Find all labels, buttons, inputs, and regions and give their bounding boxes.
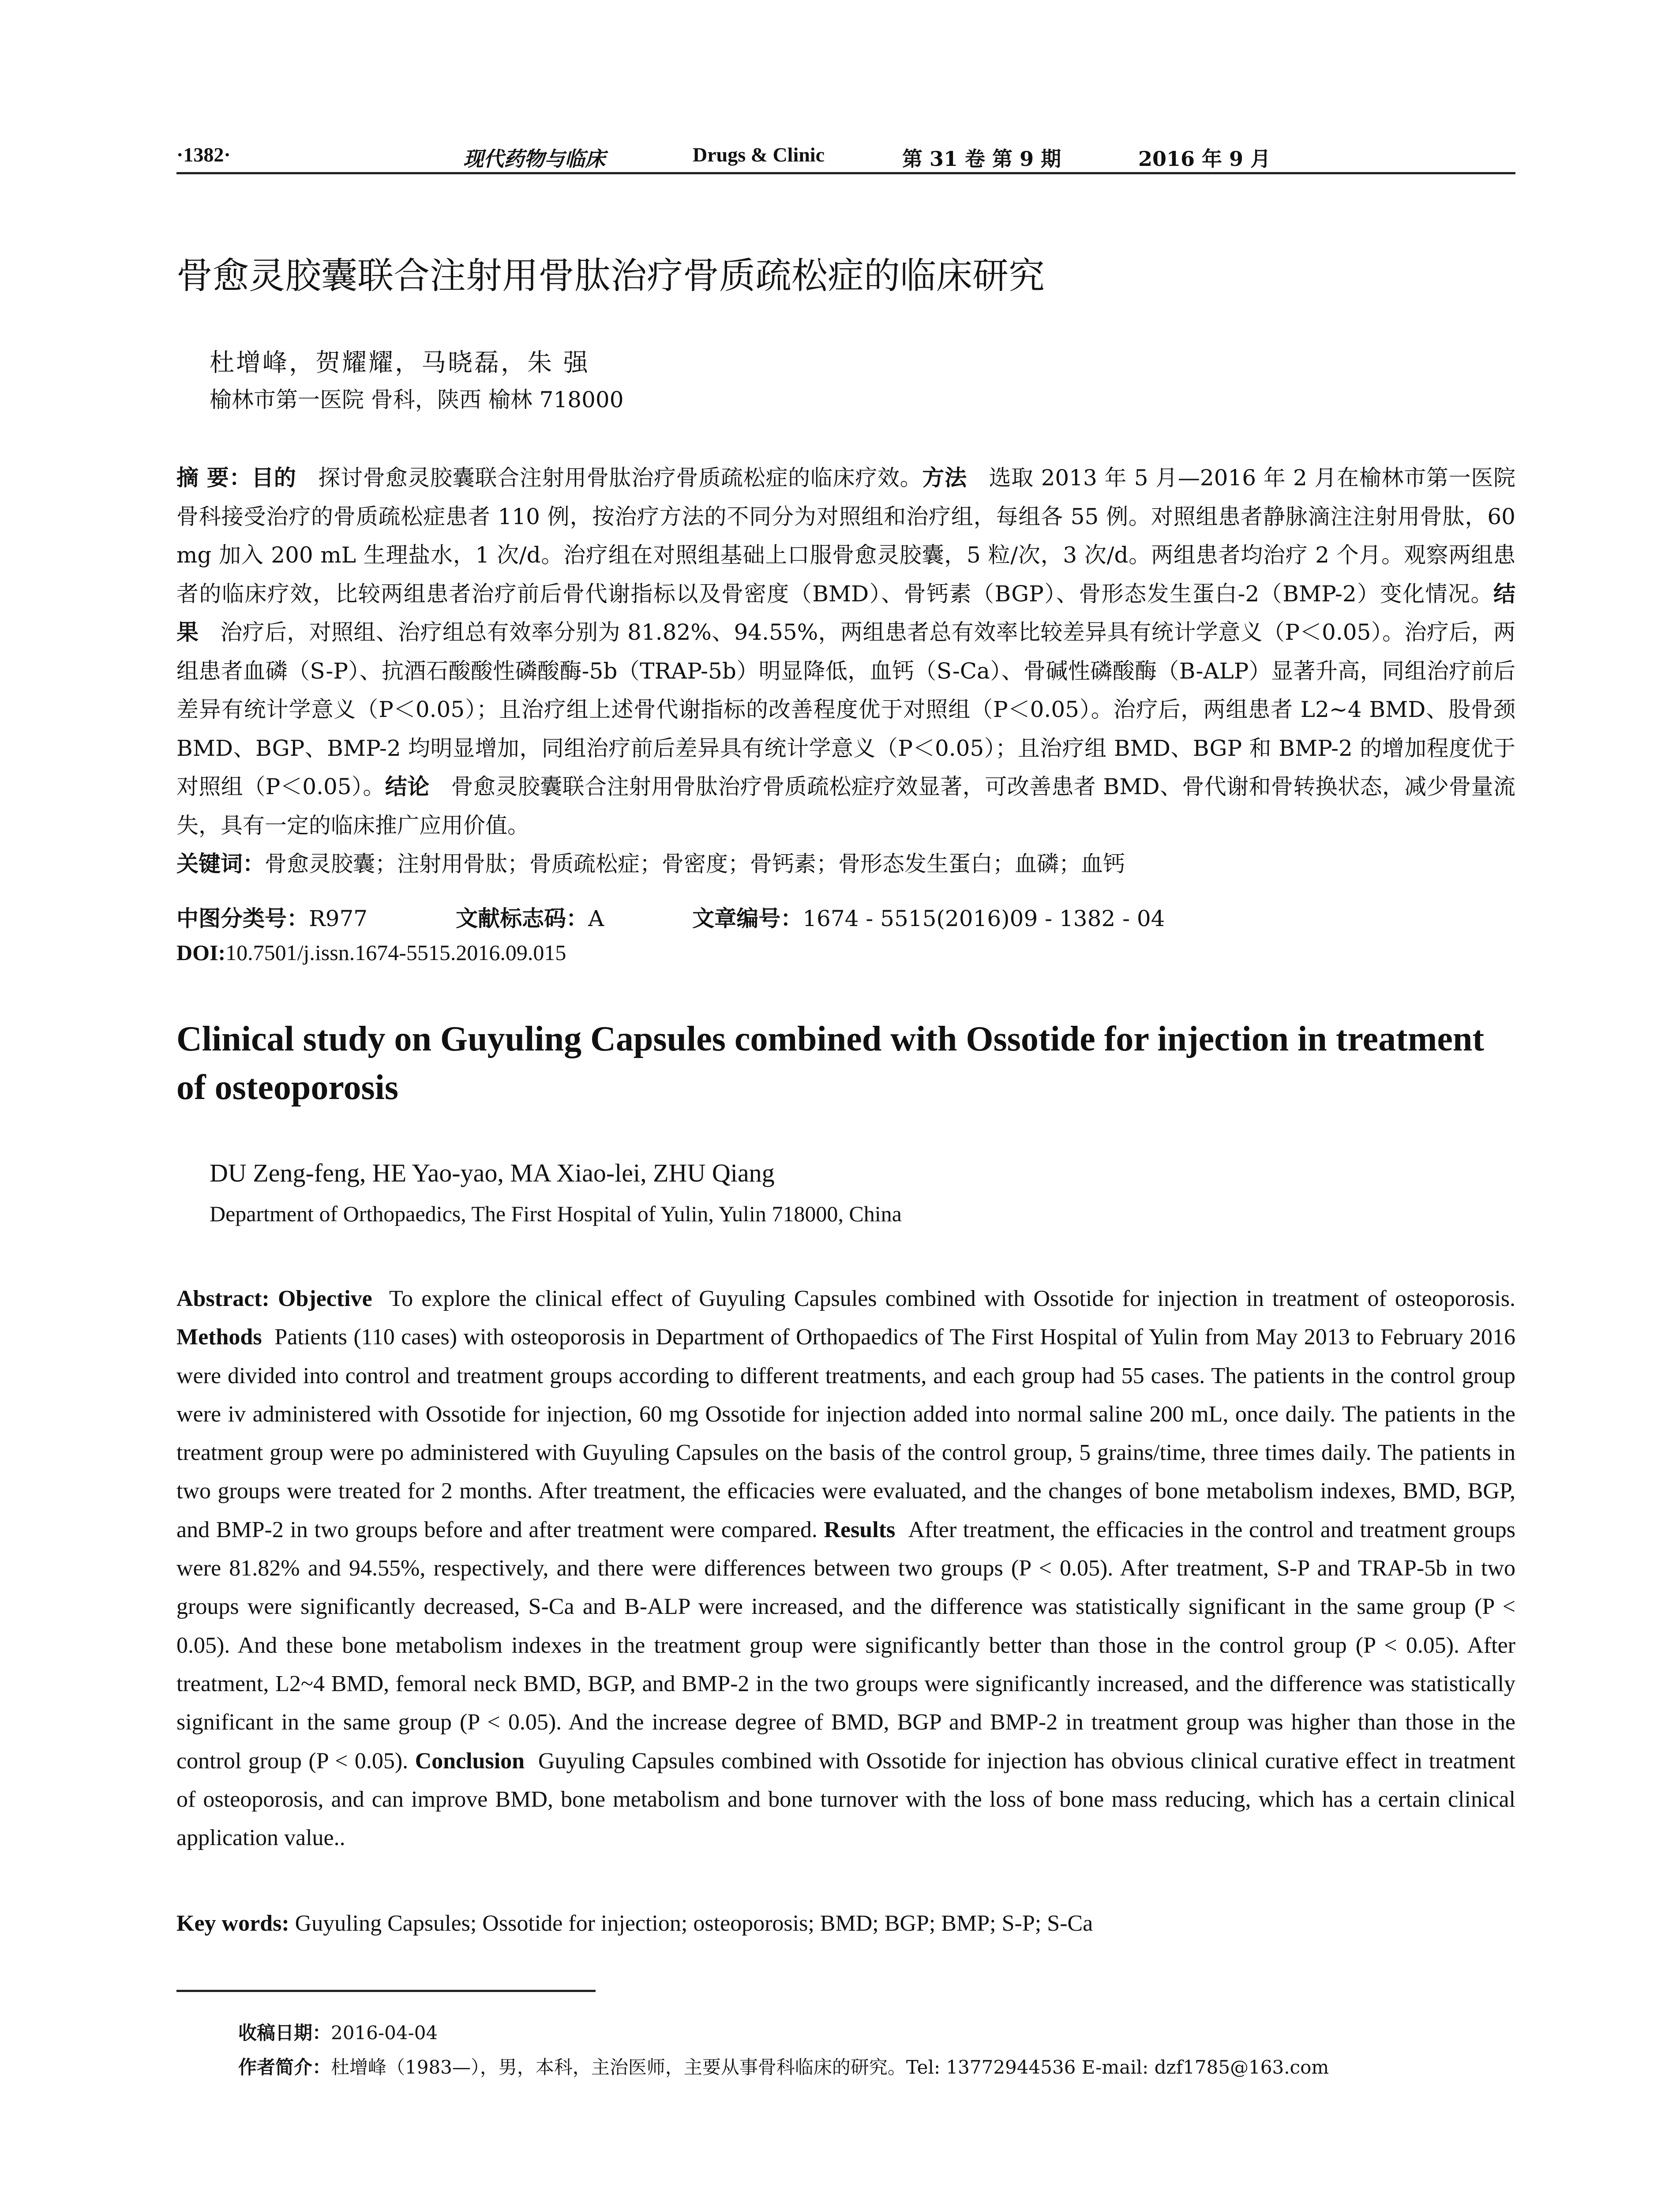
abstract-label: 摘 要： (176, 465, 252, 491)
chinese-title: 骨愈灵胶囊联合注射用骨肽治疗骨质疏松症的临床研究 (176, 255, 1045, 297)
chinese-authors: 杜增峰，贺耀耀，马晓磊，朱 强 (210, 349, 590, 377)
results-label-en: Results (824, 1517, 896, 1542)
english-affiliation: Department of Orthopaedics, The First Hospital of Yulin, Yulin 718000, China (210, 1201, 902, 1226)
received-label: 收稿日期： (238, 2022, 331, 2044)
conclusion-label: 结论 (385, 774, 430, 799)
keywords-text: 骨愈灵胶囊；注射用骨肽；骨质疏松症；骨密度；骨钙素；骨形态发生蛋白；血磷；血钙 (265, 851, 1125, 877)
english-authors: DU Zeng-feng, HE Yao-yao, MA Xiao-lei, ZHU Qiang (210, 1159, 775, 1187)
abstract-label-en: Abstract: (176, 1286, 270, 1311)
issue-date: 2016 年 9 月 (1138, 147, 1271, 171)
clc-label: 中图分类号： (176, 906, 309, 931)
keywords-text-en: Guyuling Capsules; Ossotide for injection; osteoporosis; BMD; BGP; BMP; S-P; S-Ca (295, 1911, 1093, 1936)
footnote-divider (176, 1990, 596, 1992)
conclusion-text-en: Guyuling Capsules combined with Ossotide for injection has obvious clinical curative effect in treatment of osteoporosis, and can improve BMD, bone metabolism and bone turnover with the loss of bone mass reducing, which has a certain clinical application value.. (176, 1748, 1516, 1851)
doc-code-label: 文献标志码： (456, 906, 589, 931)
doi-line (176, 940, 566, 965)
results-label: 结果 (176, 581, 1515, 645)
page-number: ·1382· (176, 143, 231, 166)
journal-name-cn: 现代药物与临床 (463, 147, 605, 171)
conclusion-text: 骨愈灵胶囊联合注射用骨肽治疗骨质疏松症疗效显著，可改善患者 BMD、骨代谢和骨转换状态，减少骨量流失，具有一定的临床推广应用价值。 (176, 774, 1515, 838)
chinese-abstract (176, 459, 1515, 884)
chinese-affiliation: 榆林市第一医院 骨科，陕西 榆林 718000 (210, 387, 624, 413)
english-title: Clinical study on Guyuling Capsules combined with Ossotide for injection in treatment of osteoporosis (176, 1020, 1484, 1107)
results-text-en: After treatment, the efficacies in the control and treatment groups were 81.82% and 94.55%, respectively, and there were differences between two groups (P < 0.05). After treatment, S-P and TRAP-5b in two groups were significantly decreased, S-Ca and B-ALP were increased, and the difference was statistically significant in the same group (P < 0.05). And these bone metabolism indexes in the treatment group were significantly better than those in the control group (P < 0.05). After treatment, L2~4 BMD, femoral neck BMD, BGP, and BMP-2 in the two groups were significantly increased, and the difference was statistically significant in the same group (P < 0.05). And the increase degree of BMD, BGP and BMP-2 in treatment group was higher than those in the control group (P < 0.05). (176, 1517, 1515, 1774)
objective-label: 目的 (251, 465, 296, 491)
doc-code-value: A (588, 906, 604, 931)
received-date-note (238, 2018, 438, 2045)
english-abstract (176, 1279, 1515, 1857)
running-header (176, 140, 1515, 174)
conclusion-label-en: Conclusion (415, 1748, 525, 1774)
objective-text-en: To explore the clinical effect of Guyuling Capsules combined with Ossotide for injection in treatment of osteoporosis. (389, 1286, 1516, 1311)
keywords-label-en: Key words: (176, 1911, 289, 1936)
journal-name-en: Drugs & Clinic (693, 143, 825, 166)
author-bio-value: 杜增峰（1983—），男，本科，主治医师，主要从事骨科临床的研究。Tel: 13772944536 E-mail: dzf1785@163.com (331, 2056, 1329, 2078)
methods-text: 选取 2013 年 5 月—2016 年 2 月在榆林市第一医院骨科接受治疗的骨质疏松症患者 110 例，按治疗方法的不同分为对照组和治疗组，每组各 55 例。对照组患者静脉滴注注射用骨肽，60 mg 加入 200 mL 生理盐水，1 次/d。治疗组在对照组基础上口服骨愈灵胶囊，5 粒/次，3 次/d。两组患者均治疗 2 个月。观察两组患者的临床疗效，比较两组患者治疗前后骨代谢指标以及骨密度（BMD）、骨钙素（BGP）、骨形态发生蛋白-2（BMP-2）变化情况。 (176, 465, 1516, 607)
methods-label: 方法 (922, 465, 967, 491)
author-bio-label: 作者简介： (238, 2056, 331, 2078)
objective-text: 探讨骨愈灵胶囊联合注射用骨肽治疗骨质疏松症的临床疗效。 (318, 465, 922, 491)
article-no-label: 文章编号： (692, 906, 803, 931)
objective-label-en: Objective (278, 1286, 372, 1311)
article-no-value: 1674 - 5515(2016)09 - 1382 - 04 (802, 906, 1165, 931)
methods-label-en: Methods (176, 1324, 262, 1350)
methods-text-en: Patients (110 cases) with osteoporosis in Department of Orthopaedics of The First Hospital of Yulin from May 2013 to February 2016 were divided into control and treatment groups according to different treatments, and each group had 55 cases. The patients in the control group were iv administered with Ossotide for injection, 60 mg Ossotide for injection added into normal saline 200 mL, once daily. The patients in the treatment group were po administered with Guyuling Capsules on the basis of the control group, 5 grains/time, three times daily. The patients in two groups were treated for 2 months. After treatment, the efficacies were evaluated, and the changes of bone metabolism indexes, BMD, BGP, and BMP-2 in two groups before and after treatment were compared. (176, 1324, 1516, 1542)
author-bio-note (238, 2053, 1329, 2079)
clc-value: R977 (309, 906, 368, 931)
doi-label: DOI: (176, 940, 226, 965)
english-keywords (176, 1910, 1093, 1936)
classification-line (176, 901, 1165, 933)
keywords-label: 关键词： (176, 851, 265, 877)
volume-issue: 第 31 卷 第 9 期 (902, 147, 1061, 171)
results-text: 治疗后，对照组、治疗组总有效率分别为 81.82%、94.55%，两组患者总有效率比较差异具有统计学意义（P＜0.05）。治疗后，两组患者血磷（S-P）、抗酒石酸酸性磷酸酶-5b（TRAP-5b）明显降低，血钙（S-Ca）、骨碱性磷酸酶（B-ALP）显著升高，同组治疗前后差异有统计学意义（P＜0.05）；且治疗组上述骨代谢指标的改善程度优于对照组（P＜0.05）。治疗后，两组患者 L2~4 BMD、股骨颈 BMD、BGP、BMP-2 均明显增加，同组治疗前后差异具有统计学意义（P＜0.05）；且治疗组 BMD、BGP 和 BMP-2 的增加程度优于对照组（P＜0.05）。 (176, 619, 1515, 799)
doi-value: 10.7501/j.issn.1674-5515.2016.09.015 (225, 940, 566, 965)
received-value: 2016-04-04 (331, 2022, 438, 2044)
